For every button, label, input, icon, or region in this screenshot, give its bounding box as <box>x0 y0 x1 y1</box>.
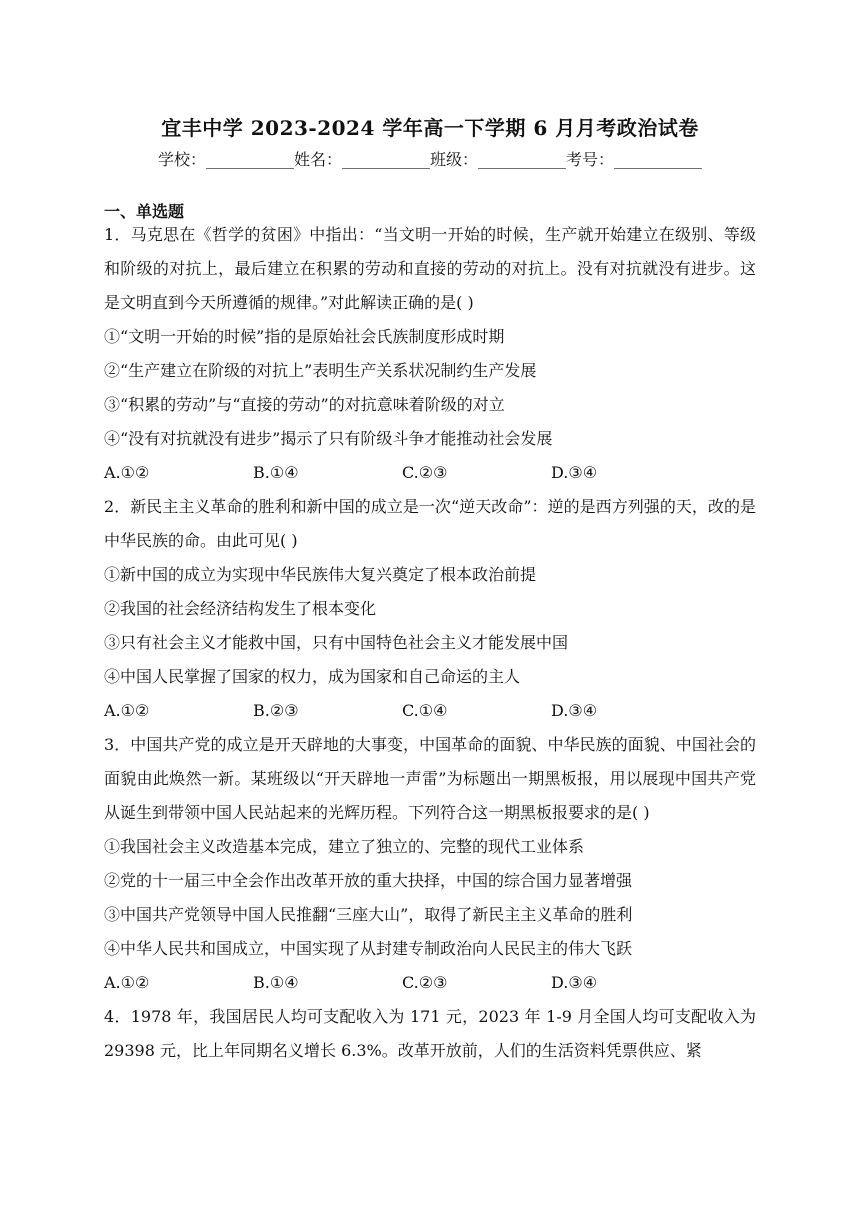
statement-4: ④“没有对抗就没有进步”揭示了只有阶级斗争才能推动社会发展 <box>104 429 553 448</box>
exam-number-field: 考号：___________ <box>566 150 703 169</box>
statement-3: ③只有社会主义才能救中国，只有中国特色社会主义才能发展中国 <box>104 633 569 652</box>
question-2 <box>104 490 756 728</box>
statement-3: ③“积累的劳动”与“直接的劳动”的对抗意味着阶级的对立 <box>104 395 505 414</box>
choice-d: D.③④ <box>551 463 598 482</box>
choice-a: A.①② <box>104 463 150 482</box>
answer-choices <box>104 694 756 728</box>
question-4 <box>104 1000 756 1068</box>
question-list <box>104 218 756 1068</box>
choice-b: B.①④ <box>253 463 299 482</box>
question-1 <box>104 218 756 490</box>
choice-b: B.②③ <box>253 701 299 720</box>
question-stem: 3．中国共产党的成立是开天辟地的大事变，中国革命的面貌、中华民族的面貌、中国社会的面貌由此焕然一新。某班级以“开天辟地一声雷”为标题出一期黑板报，用以展现中国共产党从诞生到带领中国人民站起来的光辉历程。下列符合这一期黑板报要求的是( ) <box>104 735 756 822</box>
question-stem: 1．马克思在《哲学的贫困》中指出：“当文明一开始的时候，生产就开始建立在级别、等级和阶级的对抗上，最后建立在积累的劳动和直接的劳动的对抗上。没有对抗就没有进步。这是文明直到今天所遵循的规律。”对此解读正确的是( ) <box>104 225 756 312</box>
statement-2: ②党的十一届三中全会作出改革开放的重大抉择，中国的综合国力显著增强 <box>104 871 633 890</box>
statement-4: ④中华人民共和国成立，中国实现了从封建专制政治向人民民主的伟大飞跃 <box>104 939 633 958</box>
question-3 <box>104 728 756 1000</box>
exam-title: 宜丰中学 2023-2024 学年高一下学期 6 月月考政治试卷 <box>161 116 699 140</box>
choice-d: D.③④ <box>551 701 598 720</box>
choice-a: A.①② <box>104 701 150 720</box>
statement-3: ③中国共产党领导中国人民推翻“三座大山”，取得了新民主主义革命的胜利 <box>104 905 633 924</box>
statement-2: ②“生产建立在阶级的对抗上”表明生产关系状况制约生产发展 <box>104 361 537 380</box>
choice-c: C.②③ <box>402 973 448 992</box>
class-field: 班级：___________ <box>430 150 567 169</box>
statement-4: ④中国人民掌握了国家的权力，成为国家和自己命运的主人 <box>104 667 521 686</box>
question-stem: 4．1978 年，我国居民人均可支配收入为 171 元，2023 年 1-9 月全国人均可支配收入为 29398 元，比上年同期名义增长 6.3%。改革开放前，人们的生活资料凭票供应、紧 <box>104 1007 756 1060</box>
statement-1: ①“文明一开始的时候”指的是原始社会氏族制度形成时期 <box>104 327 505 346</box>
section-title: 一、单选题 <box>104 202 185 221</box>
student-info-line <box>0 147 860 170</box>
choice-c: C.②③ <box>402 463 448 482</box>
school-field: 学校：___________ <box>157 150 294 169</box>
statement-2: ②我国的社会经济结构发生了根本变化 <box>104 599 377 618</box>
choice-b: B.①④ <box>253 973 299 992</box>
statement-1: ①新中国的成立为实现中华民族伟大复兴奠定了根本政治前提 <box>104 565 537 584</box>
choice-c: C.①④ <box>402 701 448 720</box>
choice-d: D.③④ <box>551 973 598 992</box>
answer-choices <box>104 456 756 490</box>
choice-a: A.①② <box>104 973 150 992</box>
answer-choices <box>104 966 756 1000</box>
question-stem: 2．新民主主义革命的胜利和新中国的成立是一次“逆天改命”：逆的是西方列强的天，改的是中华民族的命。由此可见( ) <box>104 497 756 550</box>
statement-1: ①我国社会主义改造基本完成，建立了独立的、完整的现代工业体系 <box>104 837 585 856</box>
name-field: 姓名：___________ <box>293 150 430 169</box>
